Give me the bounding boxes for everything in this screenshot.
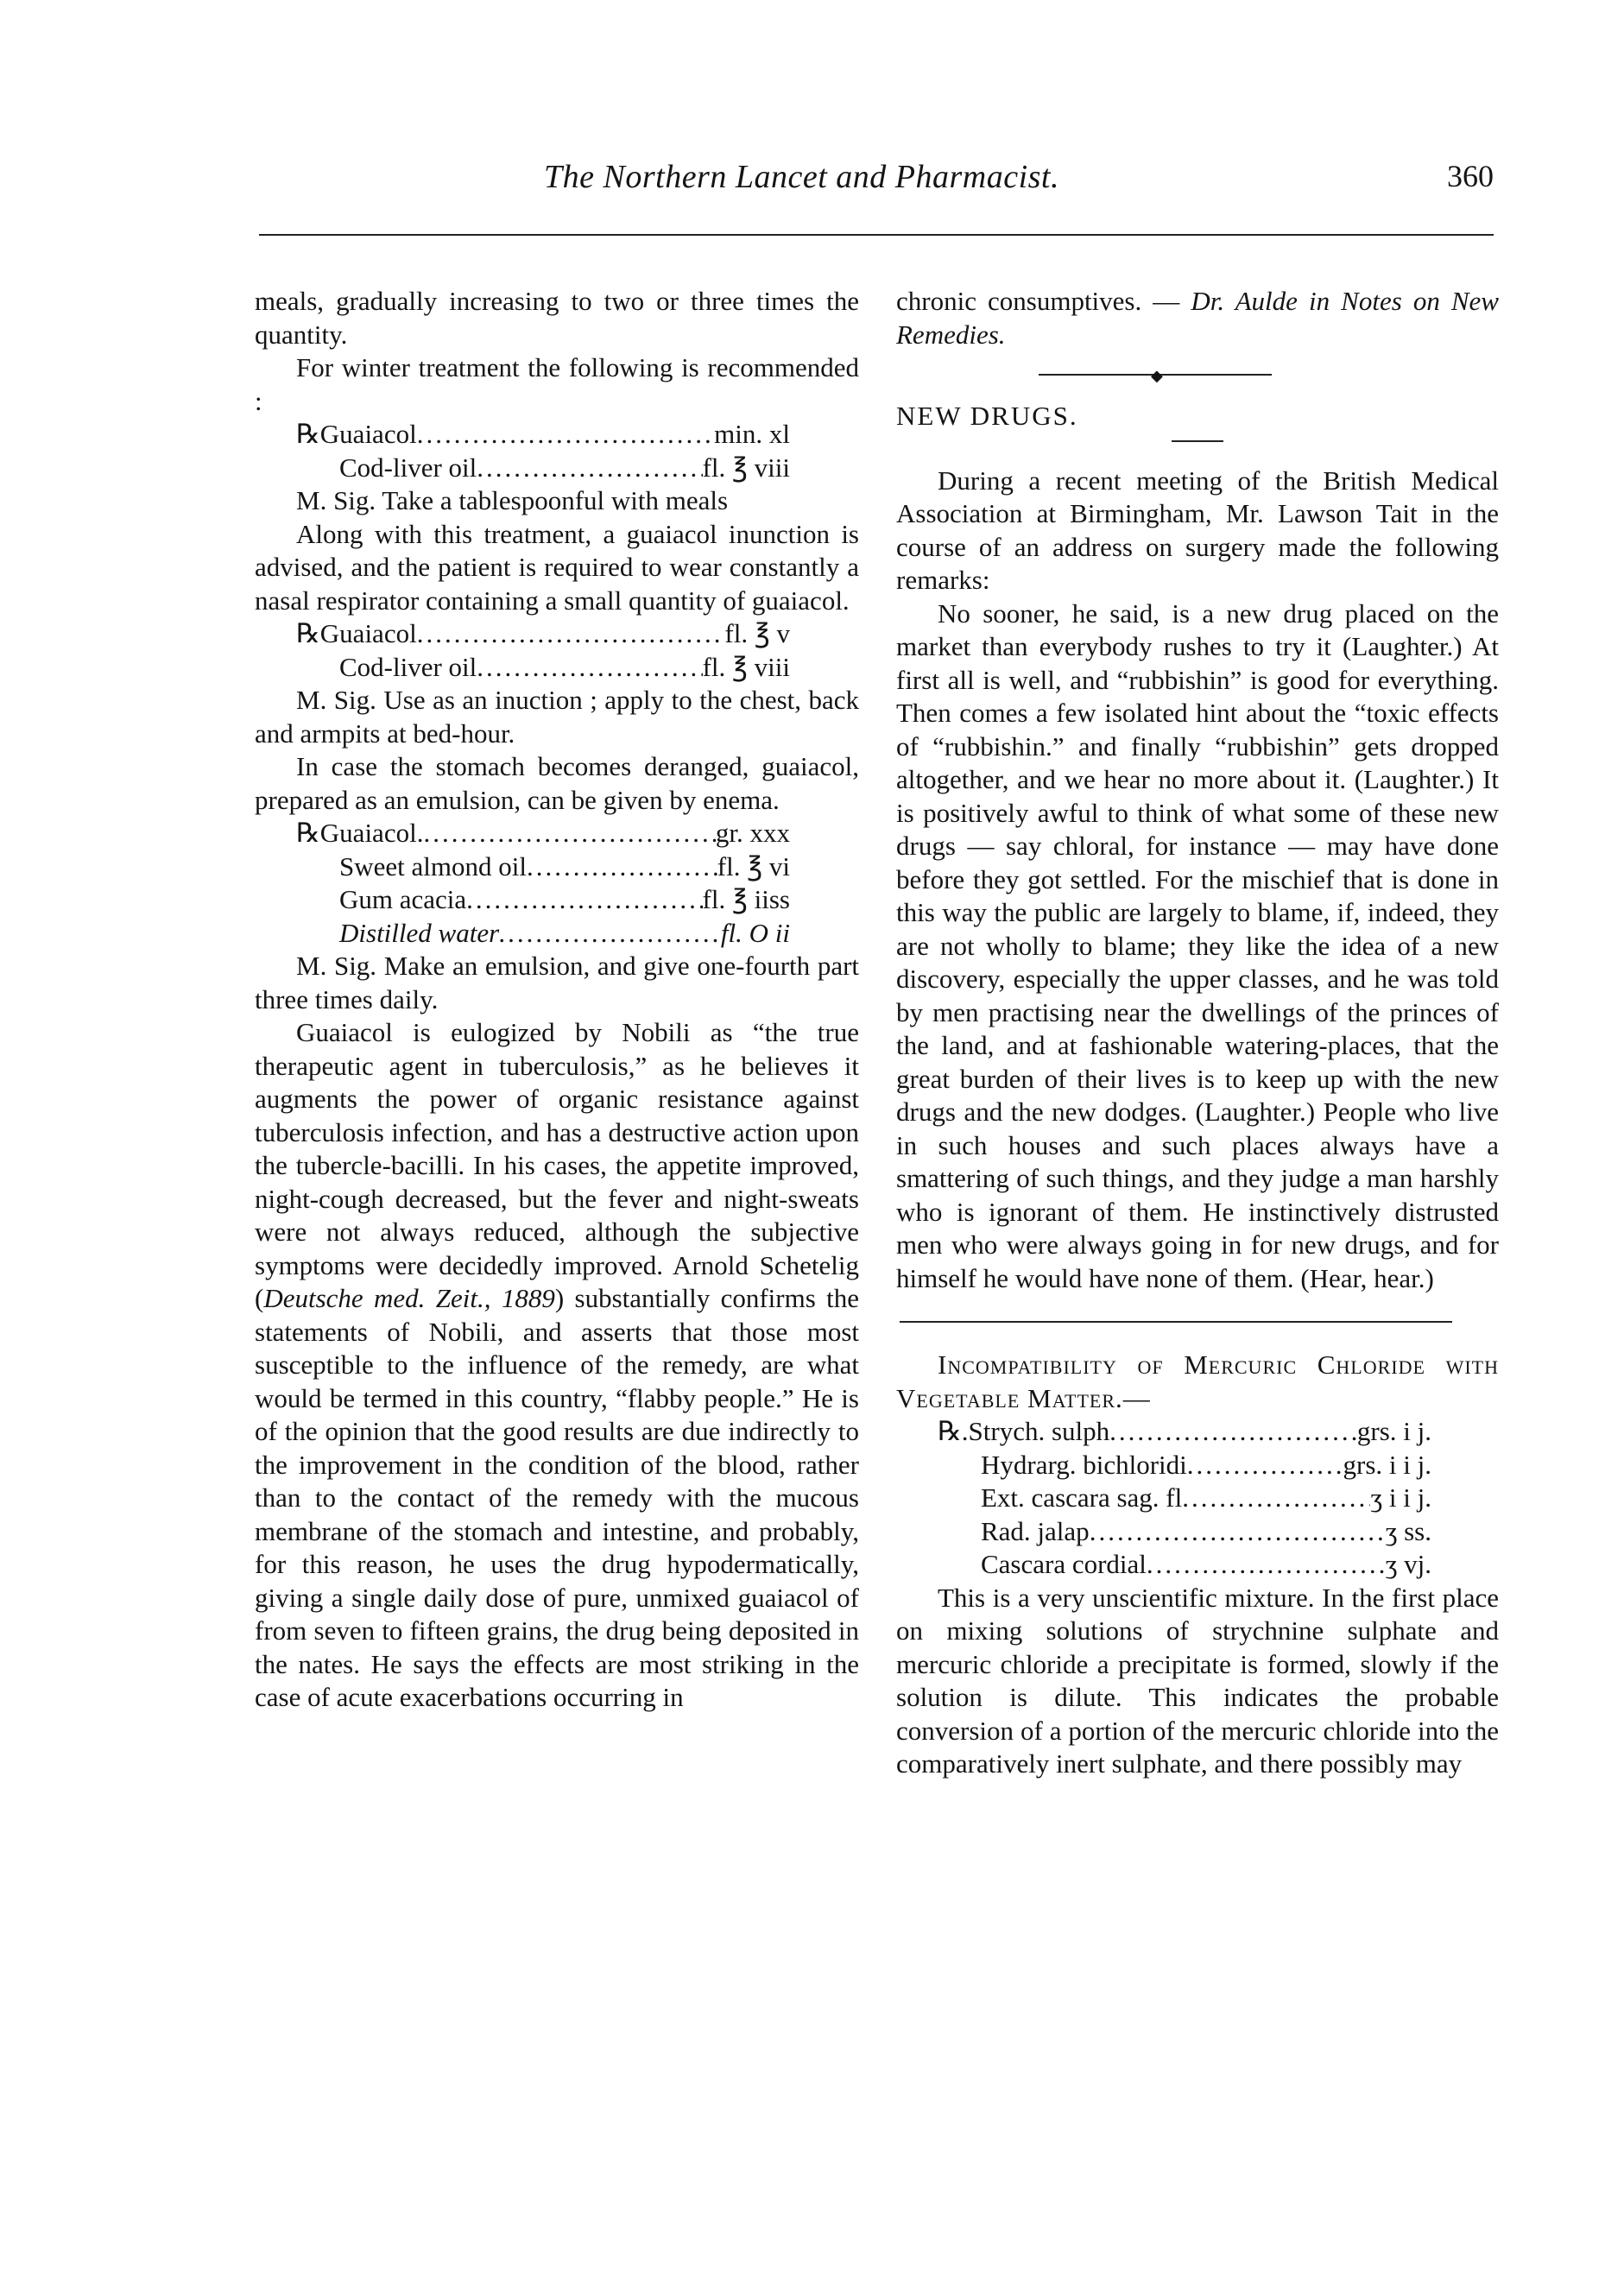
ingredient: Cascara cordial bbox=[981, 1549, 1147, 1579]
ingredient: Hydrarg. bichloridi bbox=[981, 1449, 1187, 1480]
paragraph: meals, gradually increasing to two or three times the quantity. bbox=[255, 286, 859, 350]
header-rule bbox=[259, 234, 1494, 236]
ingredient: Distilled water bbox=[339, 917, 500, 948]
prescription-4 bbox=[896, 1415, 1431, 1582]
prescription-line bbox=[896, 1548, 1431, 1582]
leader-dots bbox=[423, 817, 715, 850]
paragraph bbox=[255, 684, 859, 750]
paragraph-text: chronic consumptives. — bbox=[896, 286, 1191, 316]
quantity: ʒ ss. bbox=[1385, 1515, 1431, 1546]
leader-dots bbox=[1090, 1515, 1386, 1549]
leader-dots bbox=[1182, 1482, 1370, 1515]
leader-dots bbox=[477, 452, 702, 485]
prescription-line bbox=[255, 617, 790, 651]
ingredient: Guaiacol bbox=[319, 618, 417, 648]
quantity: min. xl bbox=[714, 419, 790, 449]
paragraph bbox=[255, 950, 859, 1016]
sig-text: Use as an inuction ; apply to the chest, back and armpits at bed-hour. bbox=[255, 685, 860, 749]
recipe-symbol: ℞ bbox=[296, 419, 320, 449]
quantity: grs. i j. bbox=[1356, 1416, 1431, 1446]
heading-rule bbox=[1172, 440, 1223, 442]
quantity: gr. xxx bbox=[715, 818, 790, 848]
ingredient: Guaiacol bbox=[319, 419, 417, 449]
quantity: fl. ℥ iiss bbox=[702, 884, 790, 914]
leader-dots bbox=[466, 883, 702, 917]
prescription-line bbox=[255, 850, 790, 884]
prescription-line bbox=[255, 817, 790, 850]
sig-label: M. Sig. bbox=[296, 485, 376, 515]
subheading: Incompatibility of Mercuric Chloride with Vegetable Matter.— bbox=[896, 1349, 1499, 1413]
leader-dots bbox=[417, 617, 725, 651]
sig-text: Take a tablespoonful with meals bbox=[382, 485, 729, 515]
source: Notes on New Remedies. bbox=[896, 286, 1499, 350]
prescription-2 bbox=[255, 617, 790, 684]
running-header bbox=[259, 158, 1494, 210]
ingredient: Guaiacol. bbox=[319, 818, 424, 848]
ingredient: Cod-liver oil bbox=[339, 452, 477, 483]
quantity: grs. i i j. bbox=[1343, 1449, 1431, 1480]
paragraph: Along with this treatment, a guaiacol inunction is advised, and the patient is required to wear constantly a nasal respirator containing a small quantity of guaiacol. bbox=[255, 518, 859, 616]
citation: Deutsche med. Zeit., 1889 bbox=[263, 1283, 555, 1313]
ingredient: Gum acacia bbox=[339, 884, 467, 914]
separator-rule bbox=[900, 1321, 1452, 1323]
paragraph: For winter treatment the following is recommended : bbox=[255, 352, 859, 416]
left-column bbox=[255, 285, 859, 1715]
quantity: fl. ℥ vi bbox=[717, 850, 790, 882]
quantity: fl. ℥ viii bbox=[702, 452, 790, 483]
prescription-line bbox=[896, 1515, 1431, 1549]
paragraph: This is a very unscientific mixture. In the first place on mixing solutions of strychnine sulphate and mercuric chloride a precipitate is formed, slowly if the solution is dilute. This indicates the probable conversion of a portion of the mercuric chloride into the comparatively inert sulphate, and there possibly may bbox=[896, 1582, 1499, 1779]
recipe-symbol: ℞ bbox=[296, 618, 320, 648]
prescription-line bbox=[255, 651, 790, 685]
leader-dots bbox=[1109, 1415, 1357, 1449]
sig-label: M. Sig. bbox=[296, 951, 377, 981]
prescription-1 bbox=[255, 418, 790, 484]
recipe-symbol: ℞. bbox=[938, 1416, 969, 1446]
paragraph bbox=[255, 484, 859, 518]
leader-dots bbox=[527, 850, 717, 884]
connector: in bbox=[1297, 286, 1342, 316]
paragraph-text: ) substantially confirms the statements of Nobili, and asserts that those most susceptible to the influence of the remedy, are what would be termed in this country, “flabby people.” He is of the opinion that the good results are due indirectly to the improvement in the condition of the blood, rather than to the contact of the remedy with the mucous membrane of the stomach and intestine, and probably, for this reason, he uses the drug hypodermatically, giving a single daily dose of pure, unmixed guaiacol of from seven to fifteen grains, the drug being deposited in the nates. He says the effects are most striking in the case of acute exacerbations occurring in bbox=[255, 1283, 859, 1712]
leader-dots bbox=[477, 651, 702, 685]
quantity: fl. ℥ v bbox=[724, 618, 790, 648]
prescription-line bbox=[255, 452, 790, 485]
section-ornament bbox=[896, 363, 1499, 388]
paragraph bbox=[896, 285, 1499, 351]
ingredient: Sweet almond oil bbox=[339, 850, 527, 882]
prescription-line bbox=[255, 917, 790, 951]
journal-title: The Northern Lancet and Pharmacist. bbox=[544, 159, 1059, 195]
ingredient: Ext. cascara sag. fl bbox=[981, 1482, 1183, 1513]
ingredient: Cod-liver oil bbox=[339, 651, 477, 682]
prescription-line bbox=[896, 1482, 1431, 1515]
leader-dots bbox=[417, 418, 714, 452]
leader-dots bbox=[1147, 1548, 1386, 1582]
prescription-3 bbox=[255, 817, 790, 950]
paragraph: During a recent meeting of the British Medical Association at Birmingham, Mr. Lawson Tait in the course of an address on surgery made the following remarks: bbox=[896, 464, 1499, 595]
sig-text: Make an emulsion, and give one-fourth part three times daily. bbox=[255, 951, 860, 1014]
paragraph bbox=[255, 1016, 859, 1715]
recipe-symbol: ℞ bbox=[296, 818, 320, 848]
author: Dr. Aulde bbox=[1191, 286, 1298, 316]
quantity: ʒ vj. bbox=[1385, 1549, 1431, 1579]
page-number: 360 bbox=[1447, 159, 1494, 193]
paragraph: No sooner, he said, is a new drug placed on the market than everybody rushes to try it (Laughter.) At first all is well, and “rubbishin” is good for everything. Then comes a few isolated hint about the “toxic effects of “rubbishin.” and finally “rubbishin” gets dropped altogether, and we hear no more about it. (Laughter.) It is positively awful to think of what some of these new drugs — say chloral, for instance — may have done before they got settled. For the mischief that is done in this way the public are largely to blame, if, indeed, they are not wholly to blame; they like the idea of a new discovery, especially the upper classes, and he was told by men practising near the dwellings of the princes of the land, and at fashionable watering-places, that the great burden of their lives is to keep up with the new drugs and the new dodges. (Laughter.) People who live in such houses and such places always have a smattering of such things, and they judge a man harshly who is ignorant of them. He instinctively distrusted men who were always going in for new drugs, and for himself he would have none of them. (Hear, hear.) bbox=[896, 597, 1499, 1293]
paragraph: In case the stomach becomes deranged, guaiacol, prepared as an emulsion, can be given by enema. bbox=[255, 751, 859, 815]
section-heading: NEW DRUGS. bbox=[896, 401, 1078, 431]
quantity: fl. ℥ viii bbox=[702, 651, 790, 682]
sig-label: M. Sig. bbox=[296, 685, 376, 715]
ingredient: Strych. sulph bbox=[968, 1416, 1110, 1446]
quantity: fl. O ii bbox=[720, 917, 790, 948]
quantity: ʒ i i j. bbox=[1370, 1482, 1431, 1513]
right-column bbox=[896, 285, 1499, 1781]
ingredient: Rad. jalap bbox=[981, 1515, 1090, 1546]
paragraph-text: Guaiacol is eulogized by Nobili as “the true therapeutic agent in tuberculosis,” as he believes it augments the power of organic resistance against tuberculosis infection, and has a destructive action upon the tubercle-bacilli. In his cases, the appetite improved, night-cough decreased, but the fever and night-sweats were not always reduced, although the subjective symptoms were decidedly improved. Arnold Schetelig ( bbox=[255, 1017, 859, 1313]
prescription-line bbox=[255, 418, 790, 452]
leader-dots bbox=[1187, 1449, 1343, 1482]
prescription-line bbox=[896, 1415, 1431, 1449]
prescription-line bbox=[896, 1449, 1431, 1482]
leader-dots bbox=[499, 917, 721, 951]
ornament-dot: ◆ bbox=[1151, 367, 1163, 384]
prescription-line bbox=[255, 883, 790, 917]
